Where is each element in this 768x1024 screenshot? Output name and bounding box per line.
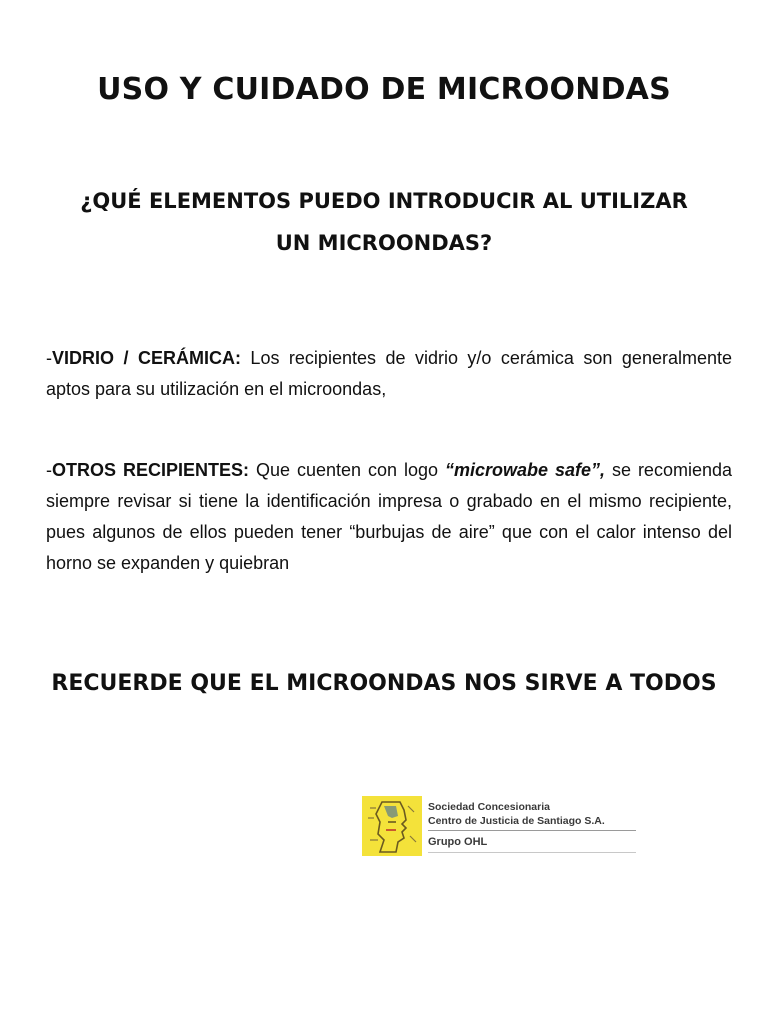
item-otros-recipientes <box>46 455 732 579</box>
logo-line-2: Centro de Justicia de Santiago S.A. <box>428 815 605 827</box>
page-title: USO Y CUIDADO DE MICROONDAS <box>97 72 671 107</box>
item-text: Los recipientes de vidrio y/o cerámica son generalmente aptos para su utilización en el microondas, <box>46 348 732 399</box>
item-emphasis: “microwabe safe”, <box>444 460 605 480</box>
item-prefix: - <box>46 348 52 368</box>
item-text-before: Que cuenten con logo <box>249 460 445 480</box>
face-logo-icon <box>362 796 422 856</box>
section-question: ¿QUÉ ELEMENTOS PUEDO INTRODUCIR AL UTILIZAR UN MICROONDAS? <box>80 189 688 255</box>
item-prefix: - <box>46 460 52 480</box>
item-label: OTROS RECIPIENTES: <box>52 460 249 480</box>
reminder-heading: RECUERDE QUE EL MICROONDAS NOS SIRVE A TODOS <box>51 671 717 696</box>
logo-group-name: Grupo OHL <box>428 836 488 848</box>
item-text-after: se recomienda siempre revisar si tiene la identificación impresa o grabado en el mismo recipiente, pues algunos de ellos pueden tener “burbujas de aire” que con el calor intenso del horno se expanden y quiebran <box>46 460 732 573</box>
logo-divider <box>428 830 636 831</box>
logo-text <box>428 800 636 828</box>
item-vidrio-ceramica <box>46 343 732 405</box>
item-label: VIDRIO / CERÁMICA: <box>52 348 241 368</box>
logo-line-1: Sociedad Concesionaria <box>428 801 550 813</box>
logo-divider-bottom <box>428 852 636 853</box>
company-logo <box>362 796 636 856</box>
